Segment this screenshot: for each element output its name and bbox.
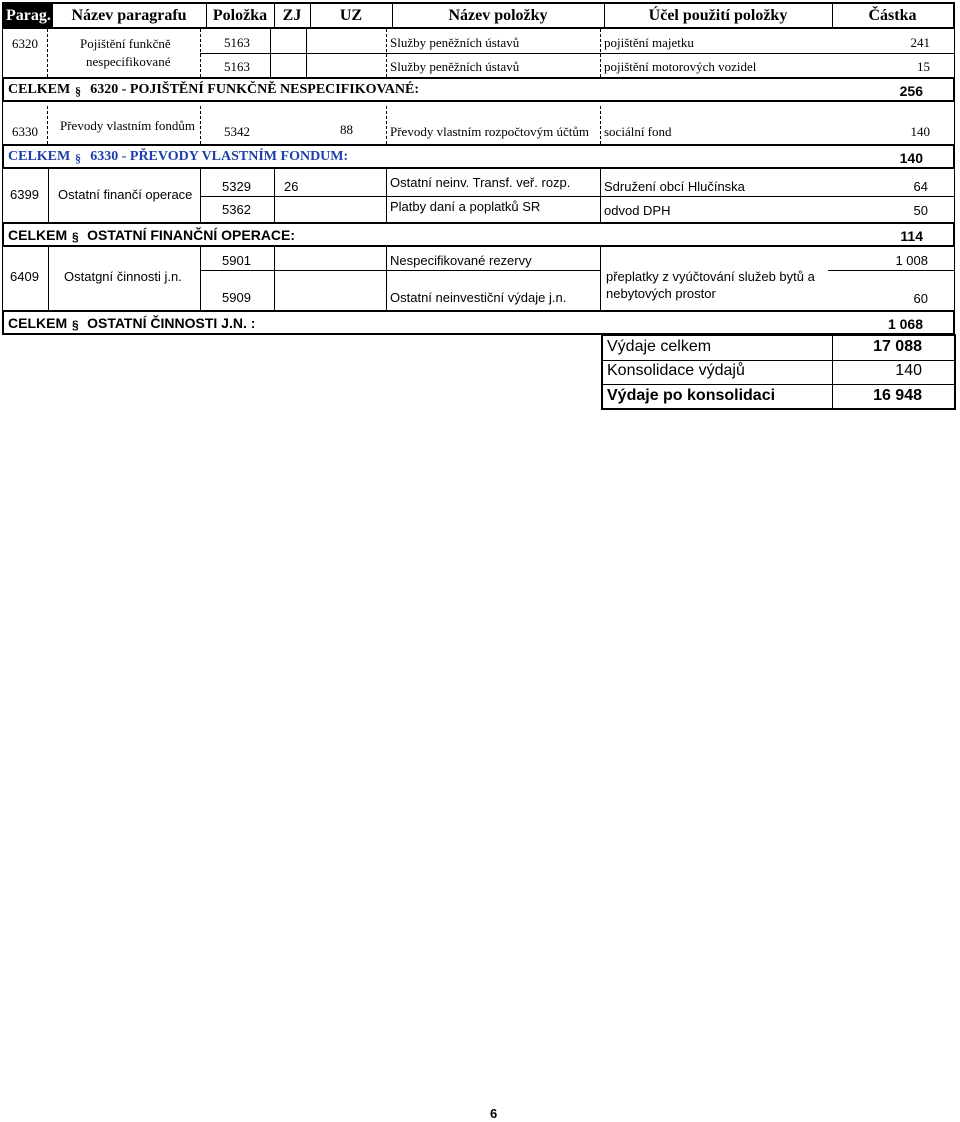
summary-box <box>601 334 956 410</box>
header-nazev-paragrafu: Název paragrafu <box>71 7 187 24</box>
header-nazev-polozky: Název položky <box>448 7 548 24</box>
total-value: 140 <box>899 150 923 166</box>
nazev-polozky-cell: Služby peněžních ústavů <box>390 59 520 74</box>
section-sign-icon <box>75 84 85 96</box>
castka-cell: 60 <box>913 291 928 306</box>
summary-label: Výdaje celkem <box>607 338 712 355</box>
castka-cell: 241 <box>910 35 930 50</box>
total-row-6320 <box>2 77 955 102</box>
header-zj: ZJ <box>282 7 302 24</box>
total-row-6330 <box>2 144 955 169</box>
polozka-cell: 5909 <box>222 290 251 305</box>
parag-6330: 6330 <box>12 124 38 139</box>
castka-cell: 64 <box>913 179 928 194</box>
castka-cell: 140 <box>910 124 930 139</box>
polozka-cell: 5901 <box>222 253 251 268</box>
uz-cell: 88 <box>340 122 353 137</box>
summary-row <box>603 360 954 385</box>
ucel-cell: sociální fond <box>604 124 672 139</box>
total-label-b: 6320 - POJIŠTĚNÍ FUNKČNĚ NESPECIFIKOVANÉ: <box>90 82 420 97</box>
nazev-polozky-cell: Ostatní neinv. Transf. veř. rozp. <box>390 175 571 190</box>
nazev-paragrafu-line1: Převody vlastním fondům <box>60 118 196 133</box>
summary-value: 16 948 <box>873 387 922 404</box>
nazev-polozky-cell: Ostatní neinvestiční výdaje j.n. <box>390 290 567 305</box>
summary-value: 140 <box>895 362 922 379</box>
total-value: 114 <box>900 228 923 244</box>
total-row-6399 <box>2 222 955 247</box>
zj-cell: 26 <box>284 179 299 194</box>
svg-text:§: § <box>72 230 79 244</box>
section-sign-icon <box>72 318 82 330</box>
nazev-polozky-cell: Služby peněžních ústavů <box>390 35 520 50</box>
svg-text:§: § <box>75 150 82 164</box>
total-label-a: CELKEM <box>8 227 68 243</box>
ucel-cell: pojištění majetku <box>604 35 694 50</box>
total-label-b: 6330 - PŘEVODY VLASTNÍM FONDUM: <box>90 149 349 164</box>
svg-text:§: § <box>72 318 79 332</box>
header-uz: UZ <box>339 7 363 24</box>
total-label-a: CELKEM <box>8 82 71 97</box>
parag-6320: 6320 <box>12 36 38 51</box>
nazev-polozky-cell: Převody vlastním rozpočtovým účtům <box>390 124 589 139</box>
polozka-cell: 5329 <box>222 179 251 194</box>
page-number: 6 <box>490 1106 498 1121</box>
polozka-cell: 5163 <box>224 59 250 74</box>
total-row-6409 <box>2 310 955 335</box>
nazev-paragrafu-line2: nespecifikované <box>86 54 171 69</box>
nazev-paragrafu-line1: Ostatní finančí operace <box>58 187 193 202</box>
ucel-cell-line2: nebytových prostor <box>606 286 716 301</box>
header-ucel: Účel použití položky <box>648 7 788 24</box>
svg-text:§: § <box>75 83 82 97</box>
parag-6399: 6399 <box>10 187 39 202</box>
castka-cell: 50 <box>913 203 928 218</box>
summary-label: Výdaje po konsolidaci <box>607 387 776 404</box>
total-label-b: OSTATNÍ FINANČNÍ OPERACE: <box>87 227 296 243</box>
section-sign-icon <box>72 230 82 242</box>
ucel-cell: pojištění motorových vozidel <box>604 59 757 74</box>
polozka-cell: 5342 <box>224 124 250 139</box>
summary-row <box>603 336 954 361</box>
header-parag: Parag. <box>4 4 52 27</box>
polozka-cell: 5362 <box>222 202 251 217</box>
polozka-cell: 5163 <box>224 35 250 50</box>
total-value: 256 <box>899 83 923 99</box>
parag-6409: 6409 <box>10 269 39 284</box>
total-label-a: CELKEM <box>8 149 71 164</box>
ucel-cell: Sdružení obcí Hlučínska <box>604 179 745 194</box>
summary-label: Konsolidace výdajů <box>607 362 745 379</box>
ucel-cell-line1: přeplatky z vyúčtování služeb bytů a <box>606 269 815 284</box>
nazev-polozky-cell: Nespecifikované rezervy <box>390 253 532 268</box>
nazev-paragrafu-line1: Ostatgní činnosti j.n. <box>64 269 182 284</box>
summary-value: 17 088 <box>873 338 922 355</box>
nazev-polozky-cell: Platby daní a poplatků SR <box>390 199 541 214</box>
section-sign-icon <box>75 151 85 163</box>
total-value: 1 068 <box>887 316 923 332</box>
table-header <box>2 2 955 29</box>
header-polozka: Položka <box>212 7 268 24</box>
castka-cell: 15 <box>917 59 930 74</box>
total-label-a: CELKEM <box>8 315 68 331</box>
header-castka: Částka <box>868 7 917 24</box>
castka-cell: 1 008 <box>895 253 928 268</box>
ucel-cell: odvod DPH <box>604 203 671 218</box>
nazev-paragrafu-line1: Pojištění funkčně <box>80 36 171 51</box>
summary-row <box>603 384 954 410</box>
total-label-b: OSTATNÍ ČINNOSTI J.N. : <box>87 315 256 331</box>
